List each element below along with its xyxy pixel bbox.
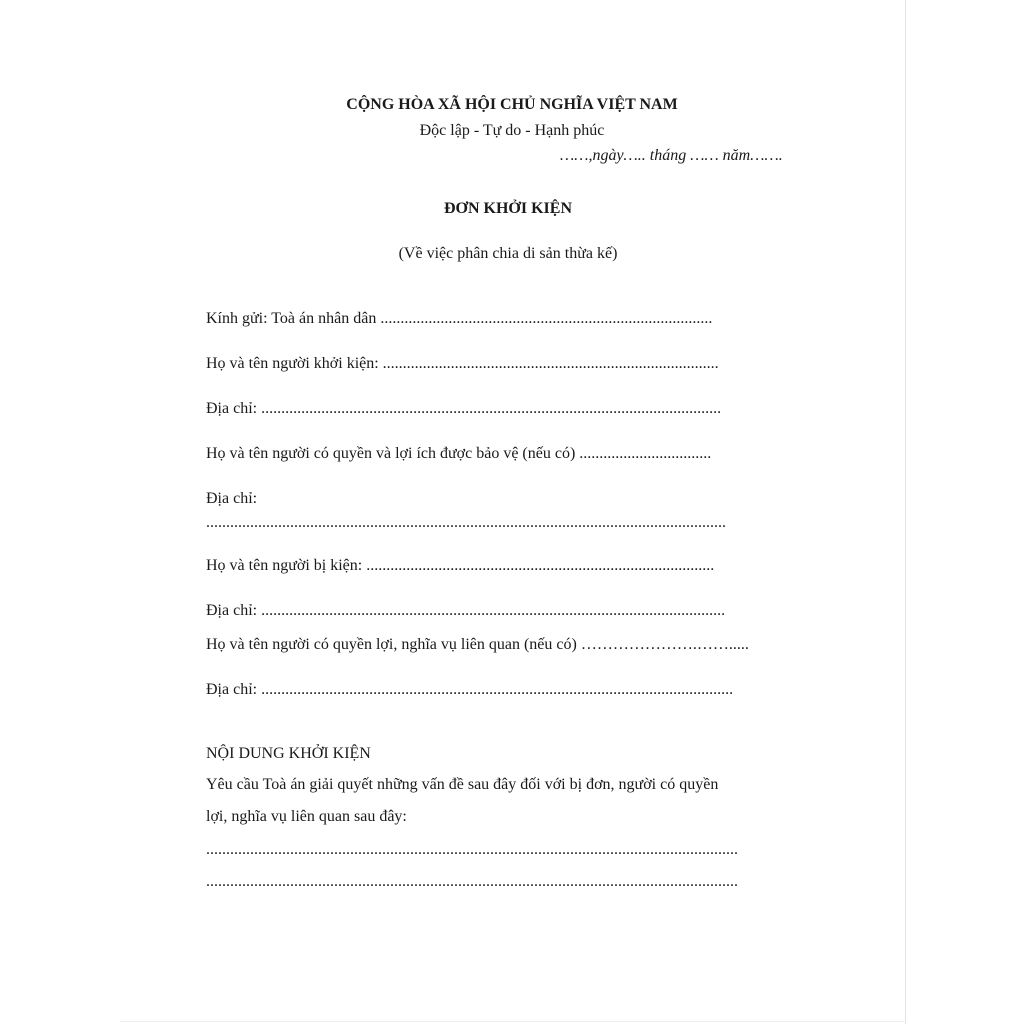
defendant-address-field[interactable]: Địa chỉ: ....................................................................................................................	[206, 602, 726, 619]
document-subtitle: (Về việc phân chia di sản thừa kế)	[398, 245, 618, 262]
request-text-line-2: lợi, nghĩa vụ liên quan sau đây:	[206, 808, 407, 825]
document-title: ĐƠN KHỞI KIỆN	[443, 200, 572, 217]
plaintiff-address-field[interactable]: Địa chỉ: ...................................................................................................................	[206, 400, 722, 417]
country-heading: CỘNG HÒA XÃ HỘI CHỦ NGHĨA VIỆT NAM	[346, 96, 678, 113]
related-person-field[interactable]: Họ và tên người có quyền lợi, nghĩa vụ liên quan (nếu có) ………………….…….....	[206, 636, 749, 653]
page-bottom-edge	[120, 1021, 906, 1022]
protected-address-label: Địa chỉ:	[206, 490, 258, 507]
related-address-field[interactable]: Địa chỉ: ......................................................................................................................	[206, 681, 734, 698]
protected-person-field[interactable]: Họ và tên người có quyền và lợi ích được bảo vệ (nếu có) .................................	[206, 445, 712, 462]
date-line: ……,ngày….. tháng …… năm…….	[560, 147, 783, 164]
request-text-line-1: Yêu cầu Toà án giải quyết những vấn đề sau đây đối với bị đơn, người có quyền	[206, 776, 719, 793]
recipient-field[interactable]: Kính gửi: Toà án nhân dân ...................................................................................	[206, 310, 713, 327]
plaintiff-name-field[interactable]: Họ và tên người khởi kiện: ....................................................................................	[206, 355, 719, 372]
defendant-name-field[interactable]: Họ và tên người bị kiện: .......................................................................................	[206, 557, 715, 574]
content-heading: NỘI DUNG KHỞI KIỆN	[206, 745, 371, 762]
page-right-edge	[905, 0, 906, 1024]
national-motto: Độc lập - Tự do - Hạnh phúc	[419, 122, 605, 139]
content-dots-line-1[interactable]: .....................................................................................................................................	[206, 841, 738, 858]
content-dots-line-2[interactable]: .....................................................................................................................................	[206, 873, 738, 890]
protected-address-field[interactable]: ..................................................................................................................................	[206, 514, 726, 531]
